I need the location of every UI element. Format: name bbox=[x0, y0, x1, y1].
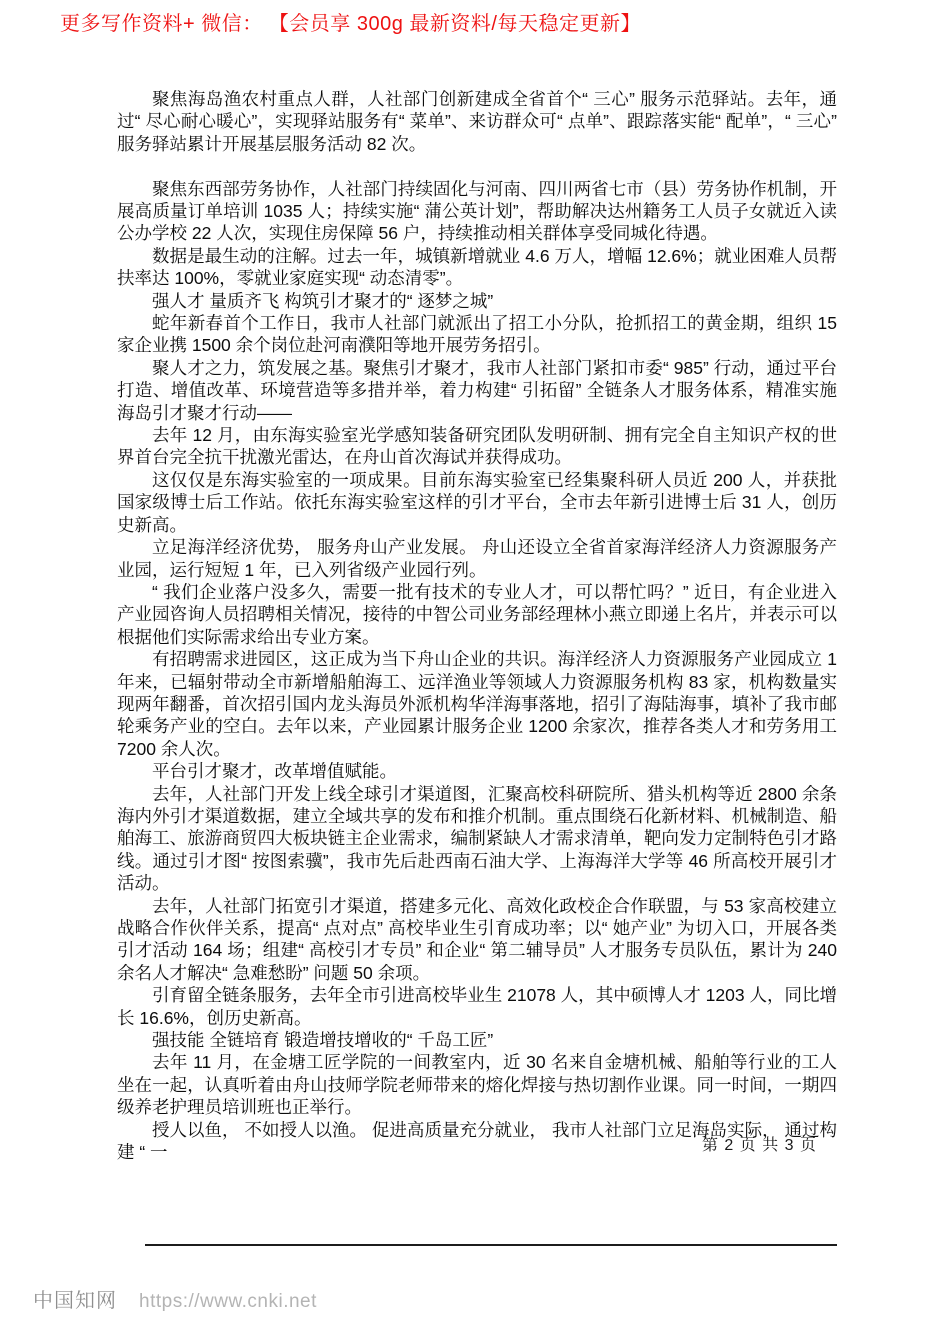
page-number-text: 第 2 页 共 3 页 bbox=[701, 1137, 817, 1154]
body-paragraph: 授人以鱼， 不如授人以渔。 促进高质量充分就业， 我市人社部门立足海岛实际， 通过构建 “ 一 bbox=[117, 1119, 837, 1163]
paragraph-spacer bbox=[117, 155, 837, 177]
body-paragraph: 去年 12 月，由东海实验室光学感知装备研究团队发明研制、拥有完全自主知识产权的世界首台完全抗干扰激光雷达，在舟山首次海试并获得成功。 bbox=[117, 425, 837, 468]
body-paragraph: 聚焦海岛渔农村重点人群，人社部门创新建成全省首个“ 三心” 服务示范驿站。去年，通过“ 尽心耐心暖心”，实现驿站服务有“ 菜单”、来访群众可“ 点单”、跟踪落实能“ 配单”，“ 三心”服务驿站累计开展基层服务活动 82 次。 bbox=[117, 89, 837, 154]
article bbox=[117, 88, 837, 1163]
body-paragraph: “ 我们企业落户没多久，需要一批有技术的专业人才，可以帮忙吗？” 近日，有企业进入产业园咨询人员招聘相关情况，接待的中智公司业务部经理林小燕立即递上名片，并表示可以根据他们实际需求给出专业方案。 bbox=[117, 581, 837, 647]
body-paragraph: 聚人才之力，筑发展之基。聚焦引才聚才，我市人社部门紧扣市委“ 985” 行动，通过平台打造、增值改革、环境营造等多措并举，着力构建“ 引拓留” 全链条人才服务体系，精准实施海岛引才聚才行动—— bbox=[117, 357, 837, 423]
promo-header-text: 更多写作资料+ 微信： 【会员享 300g 最新资料/每天稳定更新】 bbox=[60, 13, 641, 35]
body-paragraph: 数据是最生动的注解。过去一年，城镇新增就业 4.6 万人，增幅 12.6%；就业困难人员帮扶率达 100%，零就业家庭实现“ 动态清零”。 bbox=[117, 245, 837, 289]
page-number bbox=[117, 1132, 837, 1155]
body-paragraph: 立足海洋经济优势， 服务舟山产业发展。 舟山还设立全省首家海洋经济人力资源服务产业园，运行短短 1 年，已入列省级产业园行列。 bbox=[117, 537, 837, 580]
body-paragraph: 引育留全链条服务，去年全市引进高校毕业生 21078 人，其中硕博人才 1203 人，同比增长 16.6%，创历史新高。 bbox=[117, 985, 837, 1028]
body-paragraph: 平台引才聚才，改革增值赋能。 bbox=[152, 761, 397, 782]
body-paragraph: 有招聘需求进园区，这正成为当下舟山企业的共识。海洋经济人力资源服务产业园成立 1 年来，已辐射带动全市新增船舶海工、远洋渔业等领域人力资源服务机构 83 家，机构数量实现两年翻番，首次招引国内龙头海员外派机构华洋海事落地，招引了海陆海事，填补了我市邮轮乘务产业的空白。去年以来，产业园累计服务企业 1200 余家次，推荐各类人才和劳务用工 7200 余人次。 bbox=[117, 649, 837, 759]
cnki-brand-label: 中国知网 bbox=[33, 1290, 117, 1312]
body-paragraph: 去年，人社部门拓宽引才渠道，搭建多元化、高效化政校企合作联盟，与 53 家高校建立战略合作伙伴关系，提高“ 点对点” 高校毕业生引育成功率；以“ 她产业” 为切入口，开展各类引才活动 164 场；组建“ 高校引才专员” 和企业“ 第二辅导员” 人才服务专员队伍，累计为 240 余名人才解决“ 急难愁盼” 问题 50 余项。 bbox=[117, 895, 837, 983]
body-paragraph: 这仅仅是东海实验室的一项成果。目前东海实验室已经集聚科研人员近 200 人，并获批国家级博士后工作站。依托东海实验室这样的引才平台，全市去年新引进博士后 31 人，创历史新高。 bbox=[117, 469, 837, 535]
section-subheading: 强人才 量质齐飞 构筑引才聚才的“ 逐梦之城” bbox=[152, 290, 494, 311]
body-paragraph: 去年，人社部门开发上线全球引才渠道图，汇聚高校科研院所、猎头机构等近 2800 余条海内外引才渠道数据，建立全域共享的发布和推介机制。重点围绕石化新材料、机械制造、船舶海工、旅游商贸四大板块链主企业需求，编制紧缺人才需求清单，靶向发力定制特色引才路线。通过引才图“ 按图索骥”，我市先后赴西南石油大学、上海海洋大学等 46 所高校开展引才活动。 bbox=[117, 783, 837, 894]
cnki-url-text: https://www.cnki.net bbox=[139, 1291, 317, 1312]
body-paragraph: 蛇年新春首个工作日，我市人社部门就派出了招工小分队，抢抓招工的黄金期，组织 15 家企业携 1500 余个岗位赴河南濮阳等地开展劳务招引。 bbox=[117, 313, 837, 356]
section-subheading: 强技能 全链培育 锻造增技增收的“ 千岛工匠” bbox=[152, 1030, 494, 1051]
body-paragraph: 聚焦东西部劳务协作，人社部门持续固化与河南、四川两省七市（县）劳务协作机制，开展高质量订单培训 1035 人；持续实施“ 蒲公英计划”，帮助解决达州籍务工人员子女就近入读公办学校 22 人次，实现住房保障 56 户，持续推动相关群体享受同城化待遇。 bbox=[117, 178, 837, 244]
body-paragraph: 去年 11 月，在金塘工匠学院的一间教室内，近 30 名来自金塘机械、船舶等行业的工人坐在一起，认真听着由舟山技师学院老师带来的熔化焊接与热切割作业课。同一时间，一期四级养老护理员培训班也正举行。 bbox=[117, 1052, 837, 1118]
site-footer bbox=[33, 1284, 317, 1313]
footer-divider bbox=[145, 1244, 837, 1246]
